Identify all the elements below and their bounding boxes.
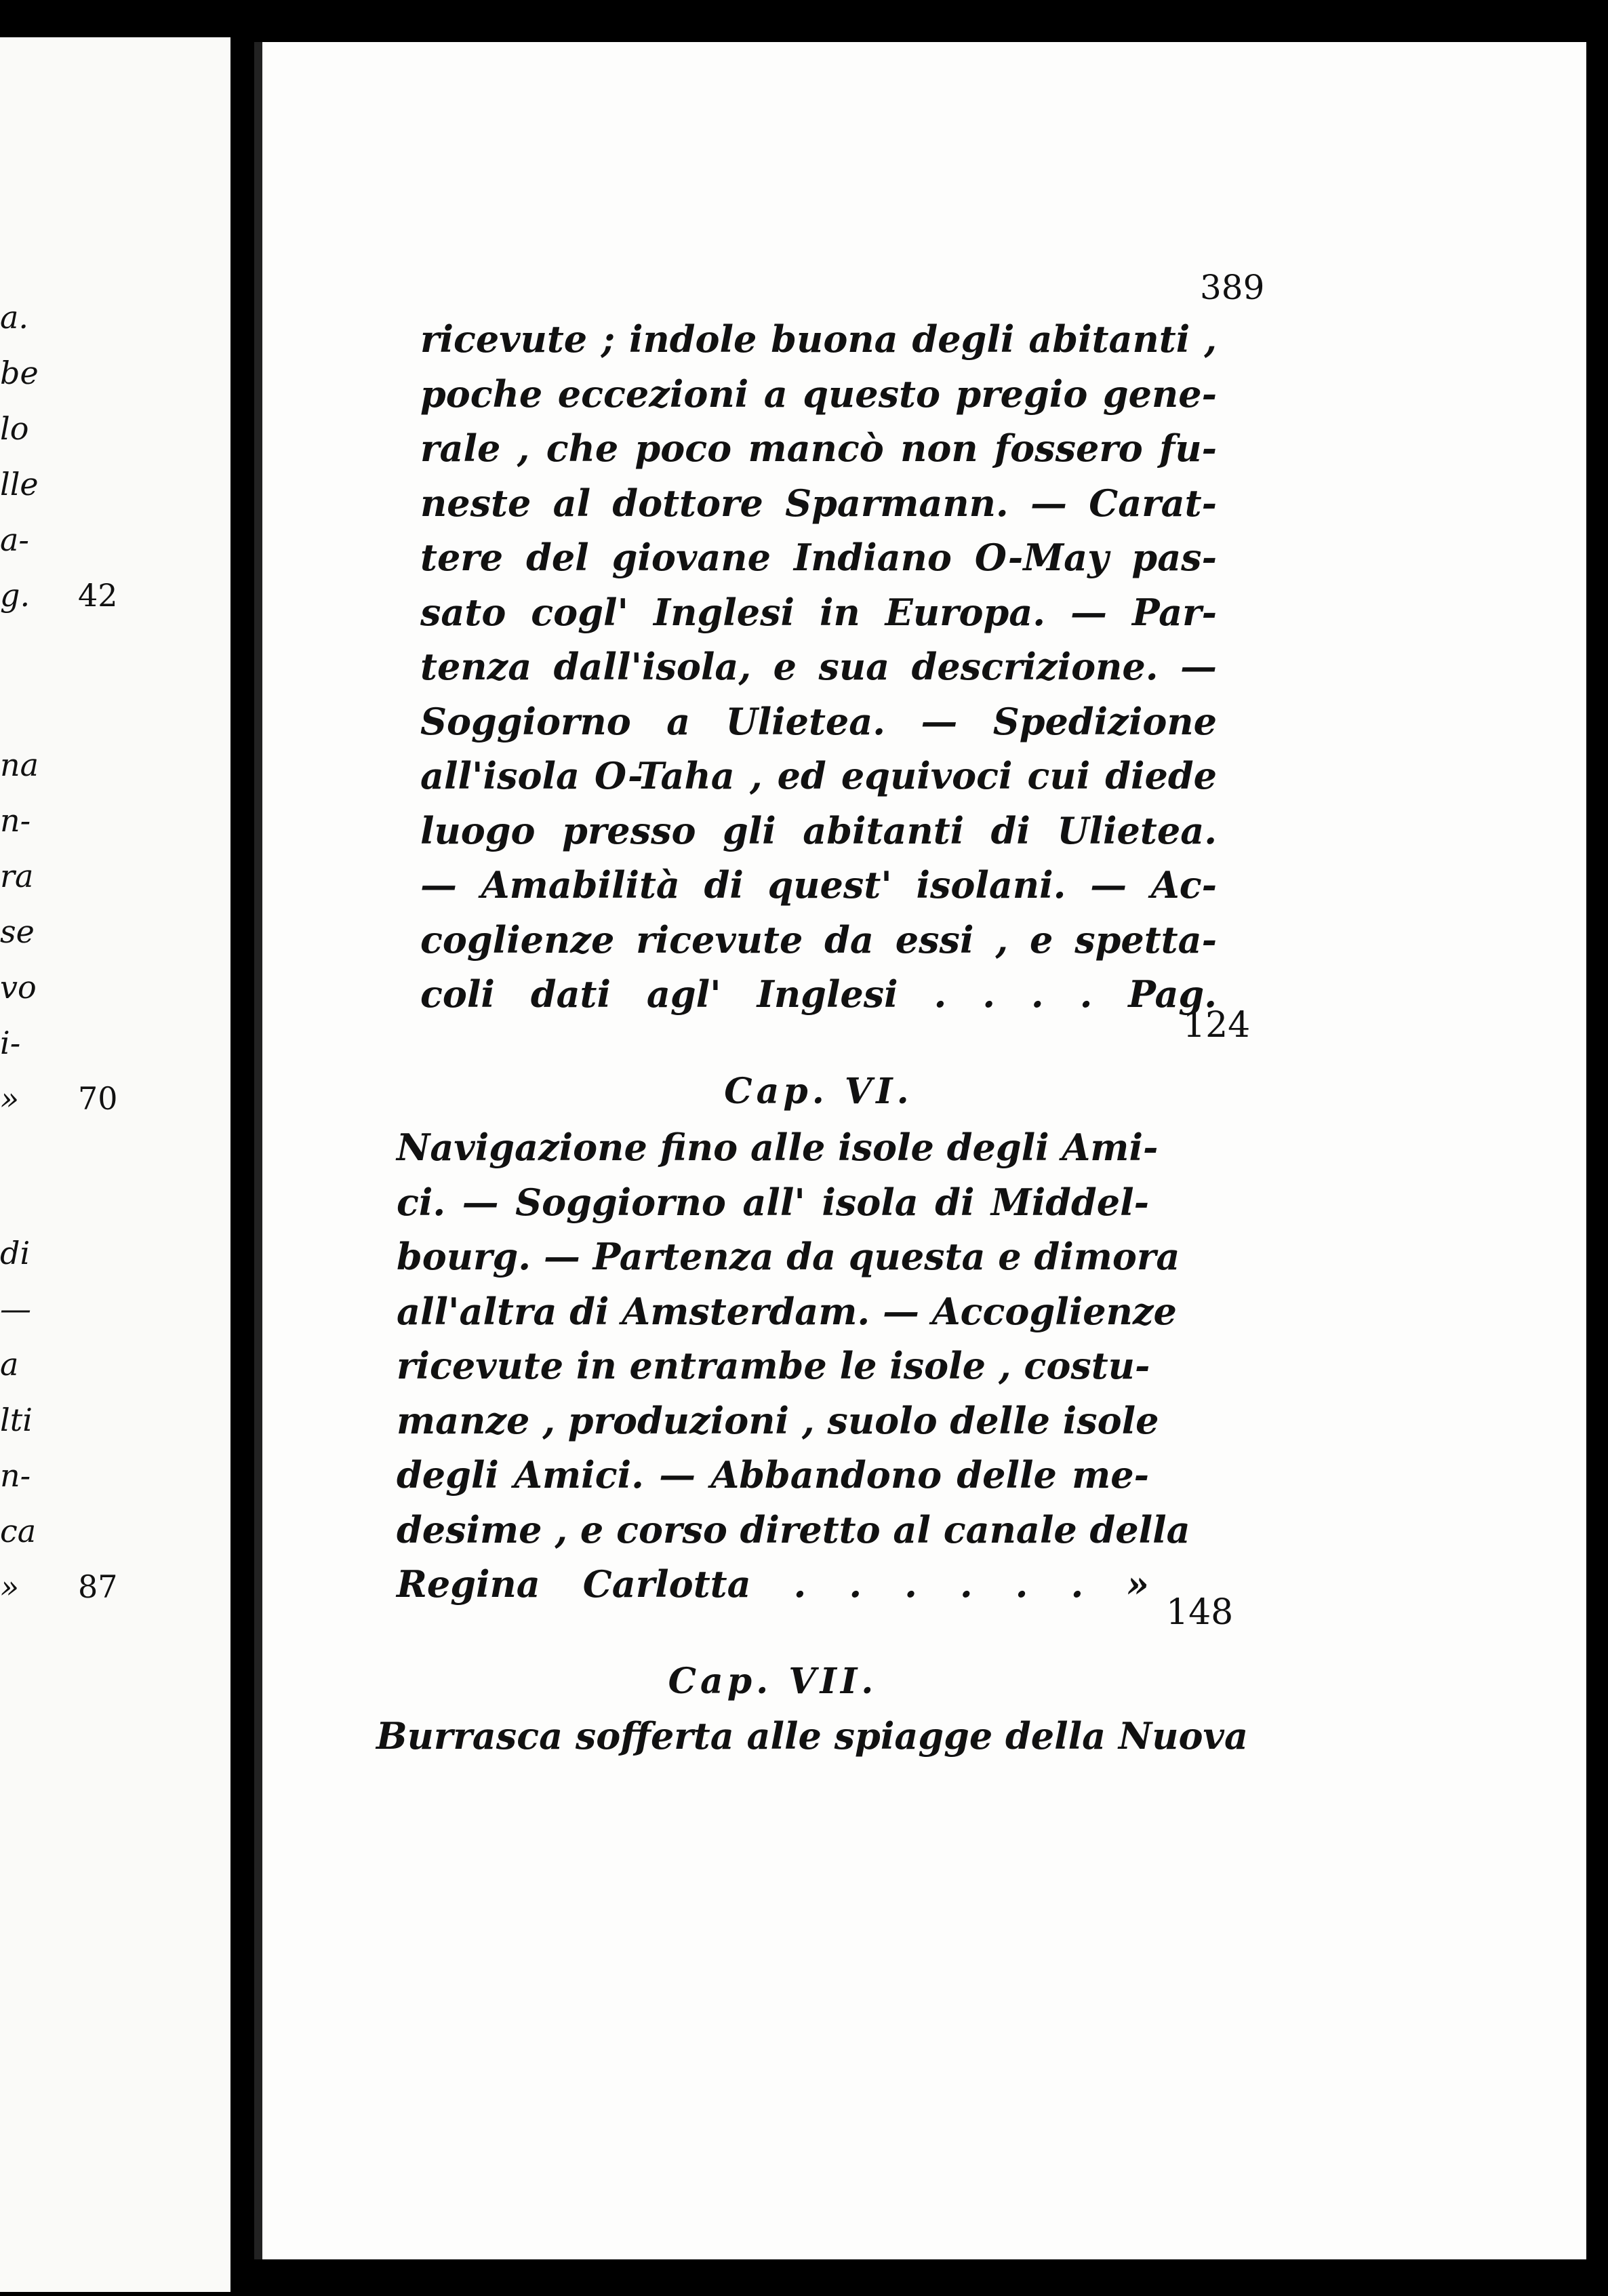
left-fragment: ca	[0, 1513, 37, 1549]
toc-line: sato cogl' Inglesi in Europa. — Par-	[420, 590, 1217, 634]
toc-line: neste al dottore Sparmann. — Carat-	[420, 481, 1217, 525]
toc-line: tere del giovane Indiano O-May pas-	[420, 536, 1217, 579]
left-fragment: n-	[0, 1457, 31, 1494]
left-page-ref: 87	[78, 1568, 118, 1605]
toc-chapter-7-body	[376, 1709, 1248, 1764]
left-fragment: a-	[0, 521, 29, 558]
toc-chapter-6	[420, 1065, 1217, 1120]
left-fragment: lle	[0, 466, 39, 502]
left-fragment: se	[0, 913, 35, 950]
chapter-heading: Cap. VII.	[668, 1661, 878, 1702]
toc-line: luogo presso gli abitanti di Ulietea.	[420, 808, 1217, 852]
toc-line: bourg. — Partenza da questa e dimora	[397, 1235, 1180, 1278]
left-fragment: i-	[0, 1025, 21, 1061]
toc-line: manze , produzioni , suolo delle isole	[397, 1398, 1159, 1442]
left-fragment: vo	[0, 969, 37, 1006]
toc-line: all'isola O-Taha , ed equivoci cui diede	[420, 754, 1217, 797]
left-fragment: —	[0, 1290, 31, 1327]
toc-line: — Amabilità di quest' isolani. — Ac-	[420, 863, 1217, 907]
left-page-ref: 70	[78, 1080, 118, 1117]
toc-line: rale , che poco mancò non fossero fu-	[420, 427, 1217, 470]
chapter-heading: Cap. VI.	[724, 1071, 913, 1112]
left-fragment: ra	[0, 858, 34, 894]
toc-line: Burrasca sofferta alle spiagge della Nuova	[376, 1714, 1248, 1758]
toc-line: degli Amici. — Abbandono delle me-	[397, 1453, 1149, 1497]
toc-line: Regina Carlotta . . . . . . »	[397, 1562, 1149, 1606]
left-fragment: na	[0, 747, 39, 783]
left-fragment: a.	[0, 299, 29, 336]
toc-page-ref: 148	[1166, 1592, 1234, 1633]
toc-page-ref: 124	[1183, 1005, 1251, 1046]
toc-chapter-6-body	[397, 1120, 1190, 1612]
left-page-ref: 42	[78, 577, 118, 614]
toc-line: ci. — Soggiorno all' isola di Middel-	[397, 1180, 1149, 1224]
left-fragment: n-	[0, 802, 31, 839]
left-fragment: »	[0, 1080, 20, 1117]
toc-chapter-7	[397, 1655, 1149, 1709]
toc-line: Soggiorno a Ulietea. — Spedizione	[420, 699, 1217, 743]
toc-entry-continued	[420, 312, 1217, 1022]
left-fragment: g.	[0, 577, 31, 614]
toc-line: poche eccezioni a questo pregio gene-	[420, 372, 1217, 416]
toc-line: tenza dall'isola, e sua descrizione. —	[420, 645, 1217, 688]
toc-line: desime , e corso diretto al canale della	[397, 1507, 1190, 1551]
left-fragment: di	[0, 1235, 31, 1271]
page-number: 389	[1200, 268, 1265, 307]
left-fragment: be	[0, 355, 39, 391]
toc-line: coli dati agl' Inglesi . . . . Pag.	[420, 972, 1217, 1016]
left-facing-page	[0, 37, 230, 2292]
toc-line: all'altra di Amsterdam. — Accoglienze	[397, 1289, 1177, 1333]
left-fragment: lti	[0, 1402, 33, 1438]
toc-line: Navigazione fino alle isole degli Ami-	[397, 1126, 1159, 1169]
left-fragment: lo	[0, 410, 29, 447]
toc-line: ricevute in entrambe le isole , costu-	[397, 1344, 1150, 1387]
left-fragment: a	[0, 1346, 19, 1383]
toc-line: coglienze ricevute da essi , e spetta-	[420, 917, 1217, 962]
toc-line: ricevute ; indole buona degli abitanti ,	[420, 317, 1217, 361]
left-fragment: »	[0, 1568, 20, 1605]
